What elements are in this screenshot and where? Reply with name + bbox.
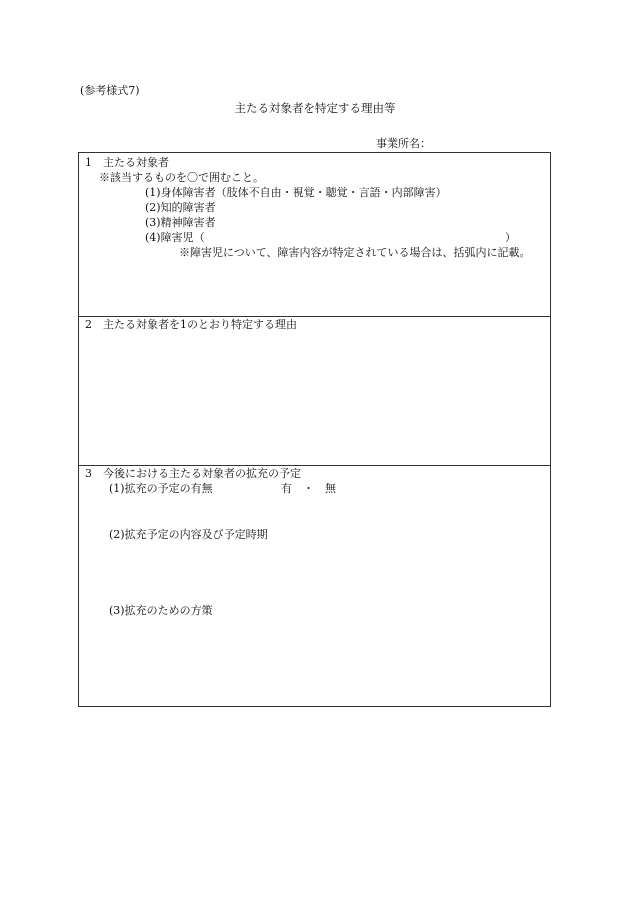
option-intellectual-disability: (2)知的障害者 <box>145 201 216 214</box>
expansion-plan-label: (1)拡充の予定の有無 <box>109 482 213 495</box>
section-1-heading: 1 主たる対象者 <box>85 156 169 169</box>
section-2-heading: 2 主たる対象者を1のとおり特定する理由 <box>85 318 297 331</box>
section-target-persons <box>79 153 550 316</box>
option-disabled-child-close-paren: ） <box>505 231 516 244</box>
option-physical-disability: (1)身体障害者（肢体不自由・視覚・聴覚・言語・内部障害） <box>145 186 447 199</box>
section-3-heading: 3 今後における主たる対象者の拡充の予定 <box>85 467 301 480</box>
section-reason <box>79 317 550 465</box>
section-1-note: ※該当するものを〇で囲むこと。 <box>99 171 264 184</box>
disabled-child-note: ※障害児について、障害内容が特定されている場合は、括弧内に記載。 <box>179 246 531 259</box>
option-mental-disability: (3)精神障害者 <box>145 216 216 229</box>
expansion-content-label: (2)拡充予定の内容及び予定時期 <box>109 528 268 541</box>
page-title: 主たる対象者を特定する理由等 <box>234 101 396 115</box>
section-expansion-plan <box>79 466 550 706</box>
form-frame <box>78 152 551 707</box>
expansion-plan-choice: 有 ・ 無 <box>281 482 336 495</box>
form-number-label: (参考様式7) <box>80 84 140 97</box>
expansion-measures-label: (3)拡充のための方策 <box>109 604 213 617</box>
office-name-label: 事業所名： <box>376 137 431 150</box>
option-disabled-child: (4)障害児（ <box>145 231 205 244</box>
